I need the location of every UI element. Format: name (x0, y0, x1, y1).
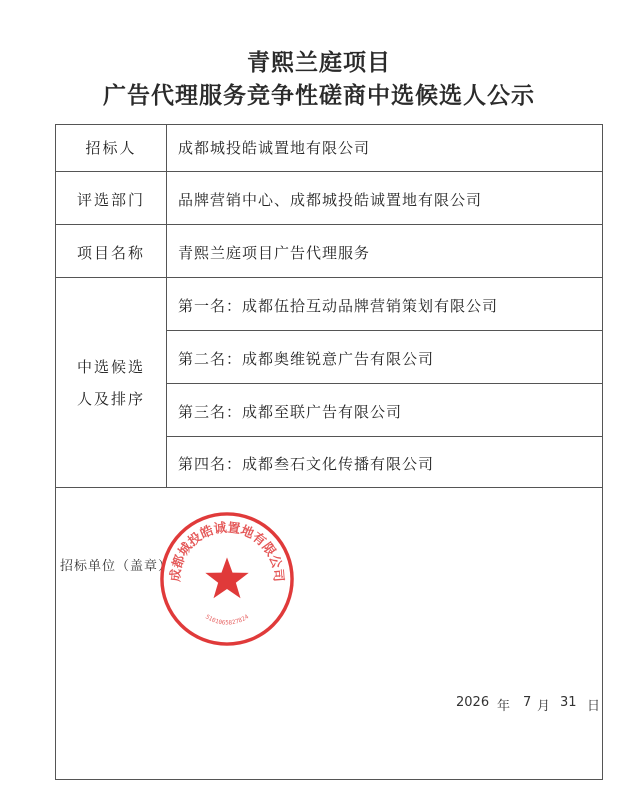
row-divider (56, 487, 602, 488)
candidate-first: 第一名：成都伍拾互动品牌营销策划有限公司 (178, 297, 499, 315)
candidates-label-line1: 中选候选 (76, 358, 145, 376)
candidate-third: 第三名：成都至联广告有限公司 (178, 403, 403, 421)
tenderer-label: 招标人 (85, 139, 137, 157)
date-year: 2026 (456, 695, 490, 710)
seal-code: 5101065827824 (203, 614, 251, 627)
official-seal (158, 510, 296, 648)
project-name-label: 项目名称 (76, 244, 145, 262)
seal-text: 成都城投皓诚置地有限公司 (168, 520, 286, 583)
department-label: 评选部门 (76, 191, 145, 209)
date-day-unit: 日 (587, 699, 601, 714)
date-day: 31 (560, 695, 577, 710)
row-divider (166, 383, 602, 384)
document-subtitle: 广告代理服务竞争性磋商中选候选人公示 (103, 83, 535, 109)
candidate-fourth: 第四名：成都叁石文化传播有限公司 (178, 455, 435, 473)
candidates-label (56, 351, 166, 415)
candidates-label-line2: 人及排序 (76, 390, 145, 408)
candidate-second: 第二名：成都奥维锐意广告有限公司 (178, 350, 435, 368)
svg-text:5101065827824 (204, 614, 250, 627)
tenderer-value: 成都城投皓诚置地有限公司 (178, 139, 371, 157)
row-divider (56, 277, 602, 278)
notice-table (55, 124, 603, 780)
row-divider (166, 330, 602, 331)
document-title: 青熙兰庭项目 (247, 50, 391, 76)
row-divider (56, 171, 602, 172)
row-divider (166, 436, 602, 437)
row-divider (56, 224, 602, 225)
date-year-unit: 年 (497, 699, 511, 714)
date-month-unit: 月 (537, 699, 551, 714)
column-divider (166, 125, 167, 487)
seal-label: 招标单位（盖章） (60, 559, 173, 574)
date-month: 7 (523, 695, 532, 710)
department-value: 品牌营销中心、成都城投皓诚置地有限公司 (178, 191, 483, 209)
star-icon (205, 557, 248, 598)
project-name-value: 青熙兰庭项目广告代理服务 (178, 244, 371, 262)
